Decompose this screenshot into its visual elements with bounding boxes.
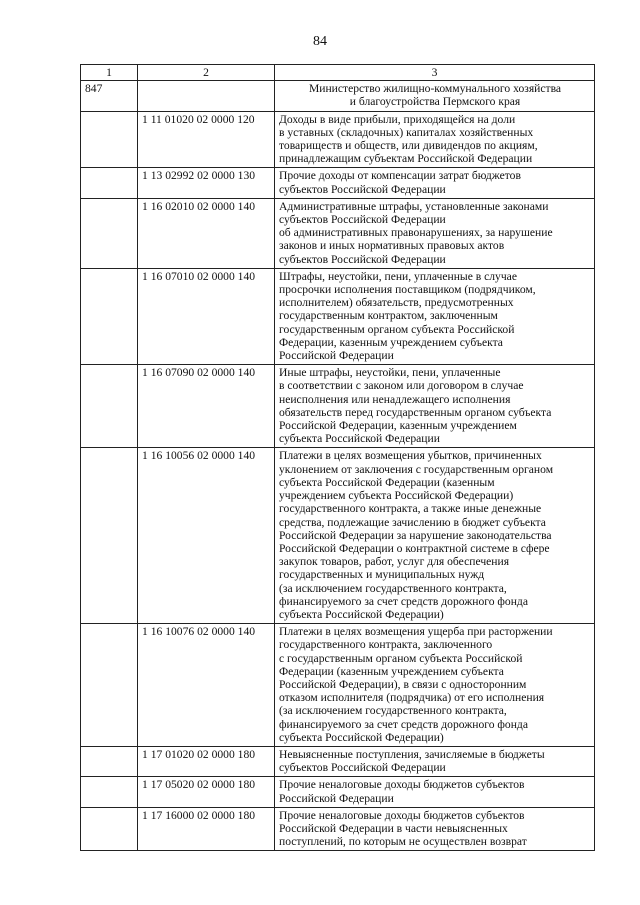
text-line: государственного контракта, а также иные денежные [279, 502, 542, 516]
revenue-name-cell [275, 168, 595, 198]
admin-code-cell [81, 268, 138, 364]
text-line: субъекта Российской Федерации (казенным [279, 475, 495, 489]
table-body [81, 65, 595, 851]
text-line: субъектов Российской Федерации [279, 182, 446, 196]
table-row [81, 448, 595, 624]
text-line: Штрафы, неустойки, пени, уплаченные в случае [279, 269, 517, 283]
revenue-name-cell [275, 746, 595, 776]
page-number: 84 [313, 34, 327, 49]
text-line: неисполнения или ненадлежащего исполнения [279, 392, 511, 406]
text-line: средства, подлежащие зачислению в бюджет субъекта [279, 515, 546, 529]
text-line: исполнителем) обязательств, предусмотренных [279, 296, 514, 310]
text-line: Доходы в виде прибыли, приходящейся на доли [279, 112, 516, 126]
text-line: (за исключением государственного контракта, [279, 581, 507, 595]
revenue-name-cell [275, 624, 595, 747]
text-line: (за исключением государственного контракта, [279, 704, 507, 718]
revenue-name-cell [275, 81, 595, 111]
text-line: уклонением от заключения с государственным органом [279, 462, 554, 476]
text-line: Российской Федерации, казенным учреждением [279, 419, 517, 433]
table-row [81, 365, 595, 448]
text-line: финансируемого за счет средств дорожного фонда [279, 594, 528, 608]
text-line: Прочие доходы от компенсации затрат бюджетов [279, 169, 521, 183]
revenue-code-cell: 1 16 10056 02 0000 140 [138, 448, 275, 624]
text-line: Российской Федерации [279, 349, 394, 363]
revenue-code-cell [138, 81, 275, 111]
text-line: государственным органом субъекта Российской [279, 322, 515, 336]
table-row [81, 777, 595, 807]
revenue-code-cell: 1 11 01020 02 0000 120 [138, 111, 275, 168]
revenue-code-cell: 1 16 10076 02 0000 140 [138, 624, 275, 747]
text-line: обязательств перед государственным органом субъекта [279, 405, 552, 419]
text-line: государственных и муниципальных нужд [279, 568, 485, 582]
text-line: субъекта Российской Федерации [279, 432, 440, 446]
table-row [81, 268, 595, 364]
text-line: закупок товаров, работ, услуг для обеспечения [279, 555, 510, 569]
text-line: государственного контракта, заключенного [279, 638, 493, 652]
text-line: просрочки исполнения поставщиком (подрядчиком, [279, 283, 536, 297]
revenue-code-cell: 1 16 07010 02 0000 140 [138, 268, 275, 364]
text-line: Прочие неналоговые доходы бюджетов субъектов [279, 808, 525, 822]
revenue-name-cell [275, 807, 595, 851]
table-row [81, 807, 595, 851]
table-row [81, 81, 595, 111]
revenue-name-cell [275, 198, 595, 268]
table-row [81, 198, 595, 268]
text-line: отказом исполнителя (подрядчика) от его исполнения [279, 691, 545, 705]
table-row [81, 624, 595, 747]
text-line: Российской Федерации в части невыясненных [279, 821, 508, 835]
header-cell-3: 3 [275, 65, 595, 81]
text-line: об административных правонарушениях, за нарушение [279, 226, 553, 240]
text-line: Прочие неналоговые доходы бюджетов субъектов [279, 778, 525, 792]
revenue-code-cell: 1 17 01020 02 0000 180 [138, 746, 275, 776]
revenue-code-cell: 1 16 02010 02 0000 140 [138, 198, 275, 268]
text-line: с государственным органом субъекта Российской [279, 651, 523, 665]
admin-code-cell [81, 807, 138, 851]
text-line: субъектов Российской Федерации [279, 761, 446, 775]
text-line: Административные штрафы, установленные законами [279, 199, 549, 213]
text-line: субъекта Российской Федерации) [279, 607, 444, 621]
text-line: принадлежащим субъектам Российской Федерации [279, 152, 533, 166]
admin-code-cell [81, 365, 138, 448]
table-row [81, 746, 595, 776]
text-line: Российской Федерации [279, 791, 394, 805]
text-line: и благоустройства Пермского края [349, 95, 521, 109]
text-line: Федерации, казенным учреждением субъекта [279, 335, 503, 349]
text-line: финансируемого за счет средств дорожного фонда [279, 717, 528, 731]
text-line: Министерство жилищно-коммунального хозяйства [308, 82, 562, 96]
header-cell-1: 1 [81, 65, 138, 81]
text-line: в уставных (складочных) капиталах хозяйственных [279, 125, 534, 139]
text-line: учреждением субъекта Российской Федерации) [279, 489, 514, 503]
text-line: Федерации (казенным учреждением субъекта [279, 664, 504, 678]
text-line: поступлений, по которым не осуществлен возврат [279, 835, 527, 849]
text-line: субъектов Российской Федерации [279, 252, 446, 266]
text-line: субъекта Российской Федерации) [279, 730, 444, 744]
text-line: в соответствии с законом или договором в случае [279, 379, 524, 393]
table-row [81, 168, 595, 198]
admin-code-cell [81, 777, 138, 807]
admin-code-cell [81, 746, 138, 776]
text-line: Российской Федерации о контрактной системе в сфере [279, 541, 550, 555]
text-line: государственным контрактом, заключенным [279, 309, 498, 323]
text-line: Платежи в целях возмещения убытков, причиненных [279, 449, 542, 463]
header-cell-2: 2 [138, 65, 275, 81]
text-line: Российской Федерации за нарушение законодательства [279, 528, 552, 542]
table-header-row [81, 65, 595, 81]
revenue-name-cell [275, 111, 595, 168]
admin-code-cell: 847 [81, 81, 138, 111]
text-line: субъектов Российской Федерации [279, 213, 446, 227]
revenue-code-cell: 1 17 05020 02 0000 180 [138, 777, 275, 807]
text-line: Невыясненные поступления, зачисляемые в бюджеты [279, 747, 545, 761]
admin-code-cell [81, 448, 138, 624]
admin-code-cell [81, 168, 138, 198]
revenue-code-cell: 1 16 07090 02 0000 140 [138, 365, 275, 448]
text-line: Российской Федерации), в связи с односторонним [279, 677, 527, 691]
text-line: Иные штрафы, неустойки, пени, уплаченные [279, 366, 501, 380]
text-line: законов и иных нормативных правовых актов [279, 239, 505, 253]
text-line: товариществ и обществ, или дивидендов по акциям, [279, 139, 538, 153]
admin-code-cell [81, 624, 138, 747]
revenue-name-cell [275, 365, 595, 448]
revenue-code-cell: 1 13 02992 02 0000 130 [138, 168, 275, 198]
revenue-table [80, 64, 595, 851]
revenue-code-cell: 1 17 16000 02 0000 180 [138, 807, 275, 851]
revenue-name-cell [275, 448, 595, 624]
revenue-name-cell [275, 777, 595, 807]
admin-code-cell [81, 111, 138, 168]
text-line: Платежи в целях возмещения ущерба при расторжении [279, 625, 553, 639]
revenue-name-cell [275, 268, 595, 364]
admin-code-cell [81, 198, 138, 268]
table-row [81, 111, 595, 168]
